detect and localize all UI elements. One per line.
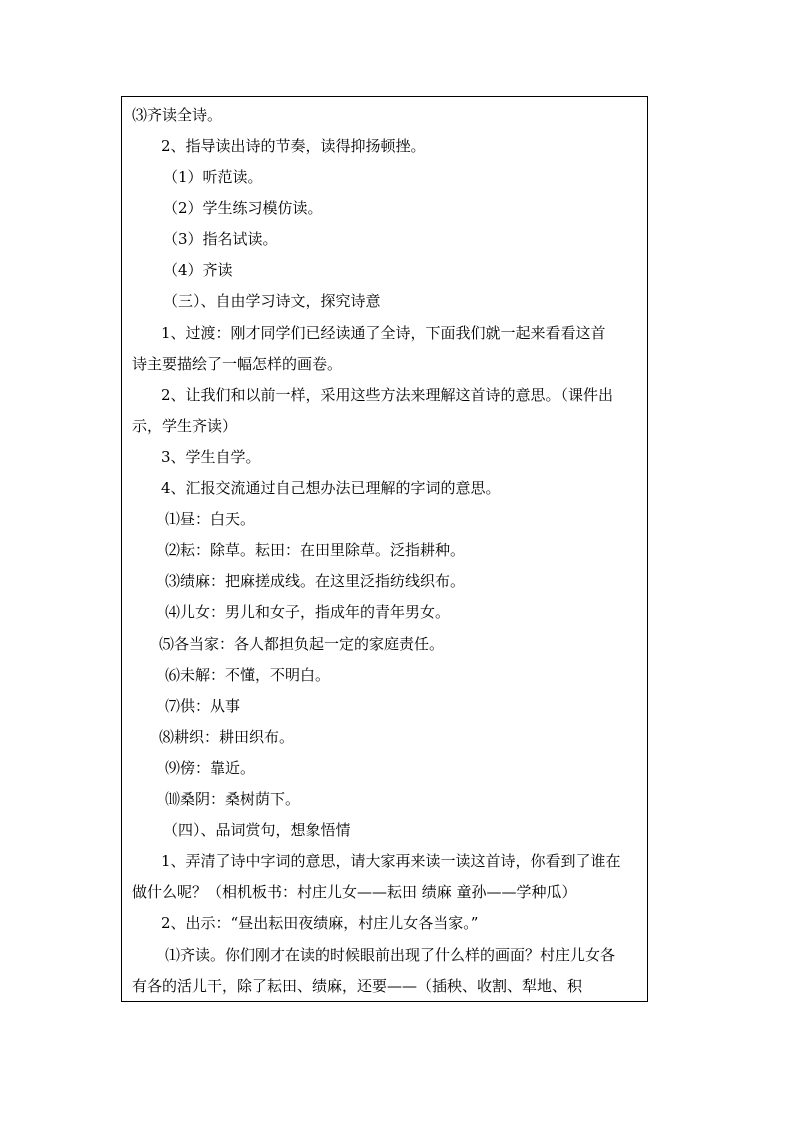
line-19: ⑹未解：不懂，不明白。 <box>165 666 331 684</box>
line-22: ⑼傍：靠近。 <box>165 759 256 777</box>
line-23: ⑽桑阴：桑树荫下。 <box>165 790 301 808</box>
line-18: ⑸各当家：各人都担负起一定的家庭责任。 <box>159 635 445 653</box>
line-16: ⑶绩麻：把麻搓成线。在这里泛指纺线织布。 <box>165 572 466 590</box>
line-17: ⑷儿女：男儿和女子，指成年的青年男女。 <box>165 603 451 621</box>
line-21: ⑻耕织：耕田织布。 <box>159 728 295 746</box>
line-8: 1、过渡：刚才同学们已经读通了全诗，下面我们就一起来看看这首 <box>161 324 606 342</box>
line-9: 诗主要描绘了一幅怎样的画卷。 <box>132 355 343 373</box>
line-1: ⑶齐读全诗。 <box>132 106 223 124</box>
line-14: ⑴昼：白天。 <box>165 510 256 528</box>
line-26: 做什么呢？（相机板书：村庄儿女——耘田 绩麻 童孙——学种瓜） <box>132 883 577 901</box>
line-24: （四）、品词赏句，想象悟情 <box>163 821 351 839</box>
line-6: （4）齐读 <box>163 261 233 279</box>
line-27: 2、出示：“昼出耘田夜绩麻，村庄儿女各当家。” <box>161 914 479 932</box>
content-frame <box>121 96 648 1002</box>
line-25: 1、弄清了诗中字词的意思，请大家再来读一读这首诗，你看到了谁在 <box>161 852 621 870</box>
line-4: （2）学生练习模仿读。 <box>163 199 323 217</box>
line-28: ⑴齐读。你们刚才在读的时候眼前出现了什么样的画面？村庄儿女各 <box>165 946 616 964</box>
line-15: ⑵耘：除草。耘田：在田里除草。泛指耕种。 <box>165 541 466 559</box>
line-20: ⑺供：从事 <box>165 697 241 715</box>
line-10: 2、让我们和以前一样，采用这些方法来理解这首诗的意思。（课件出 <box>161 386 614 404</box>
line-5: （3）指名试读。 <box>163 230 278 248</box>
line-13: 4、汇报交流通过自己想办法已理解的字词的意思。 <box>161 479 501 497</box>
line-2: 2、指导读出诗的节奏，读得抑扬顿挫。 <box>161 137 426 155</box>
line-11: 示，学生齐读） <box>132 417 238 435</box>
line-7: （三）、自由学习诗文，探究诗意 <box>163 292 381 310</box>
line-29: 有各的活儿干，除了耘田、绩麻，还要——（插秧、收割、犁地、积 <box>132 977 583 995</box>
line-12: 3、学生自学。 <box>161 448 261 466</box>
line-3: （1）听范读。 <box>163 168 263 186</box>
